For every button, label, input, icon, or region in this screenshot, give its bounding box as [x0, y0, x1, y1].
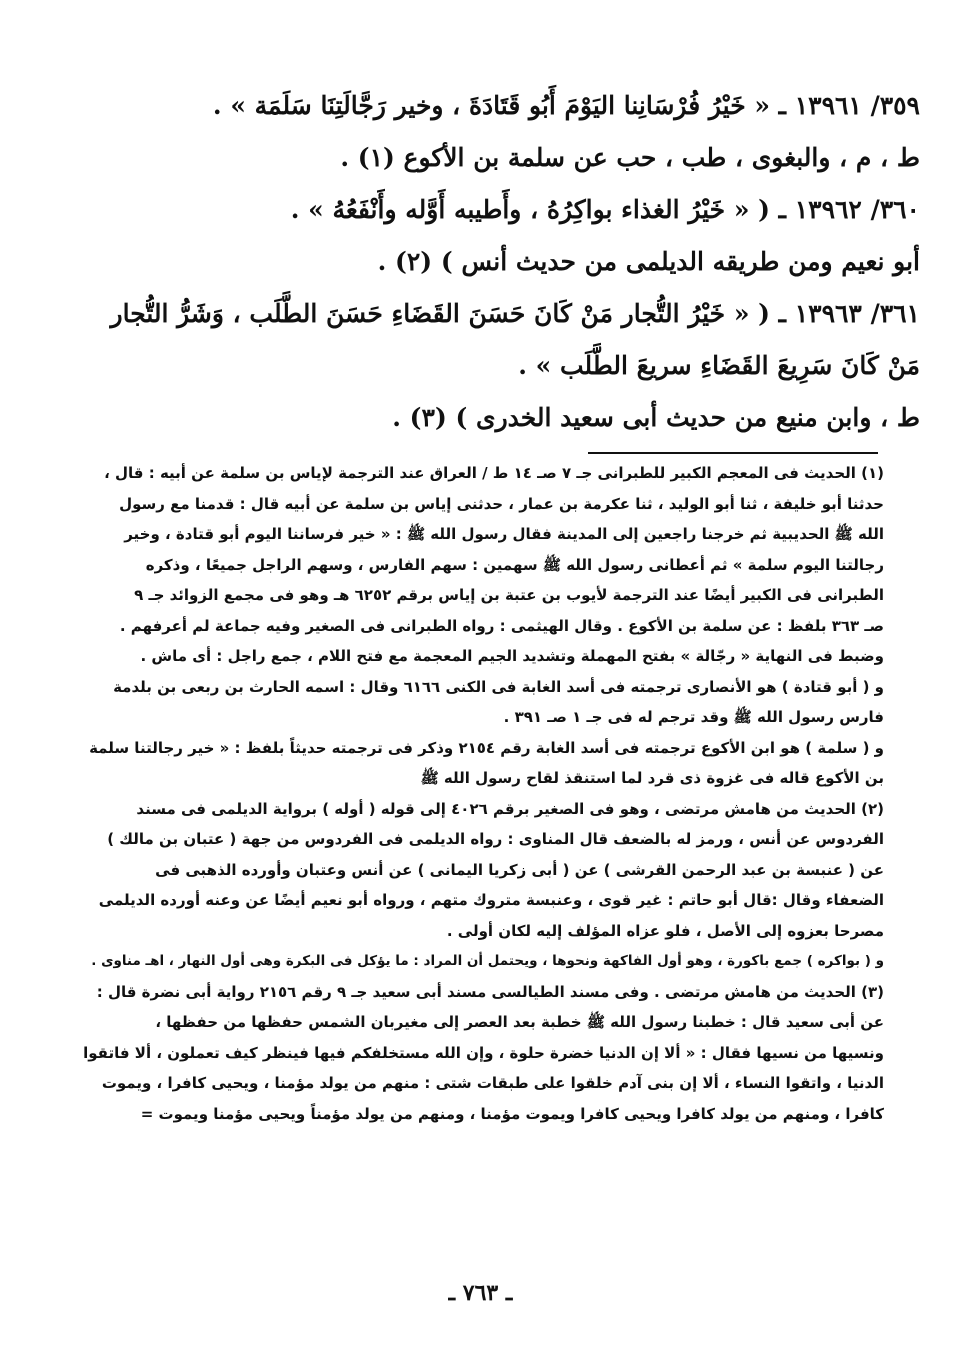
footnote-line: الفردوس عن أنس ، ورمز له بالضعف قال المناوى : رواه الديلمى فى الفردوس من جهة ( عتبان بن مالك ) [107, 830, 884, 848]
footnote-line: (٢) الحديث من هامش مرتضى ، وهو فى الصغير برقم ٤٠٢٦ إلى قوله ( أوله ) برواية الديلمى فى مسند [136, 799, 884, 818]
footnote-line: عن ( عنبسة بن عبد الرحمن القرشى ) عن ( أبى زكريا اليمانى ) عن أنس وعتبان وأورده الذهبى فى [155, 860, 884, 879]
hadith-361-source: ط ، وابن منيع من حديث أبى سعيد الخدرى ) (٣) . [392, 403, 920, 432]
footnote-line: فارس رسول الله ﷺ وقد ترجم له فى جـ ١ صـ ٣٩١ . [503, 708, 884, 726]
footnote-line: الله ﷺ الحديبية ثم خرجنا راجعين إلى المدينة فقال رسول الله ﷺ : « خير فرساننا اليوم أبو قتادة ، وخير [124, 525, 884, 543]
footnote-line: (٣) الحديث من هامش مرتضى . وفى مسند الطيالسى مسند أبى سعيد جـ ٩ رقم ٢١٥٦ رواية أبى نضرة قال : [96, 982, 884, 1001]
footnotes [76, 458, 884, 1129]
footnote-line: و ( بواكره ) جمع باكورة ، وهو أول الفاكهة ونحوها ، ويحتمل أن المراد : ما يؤكل فى البكرة وهى أول النهار ، اهـ مناوى . [91, 953, 884, 969]
footnote-line: وضبط فى النهاية « رجّالة » بفتح المهملة وتشديد الجيم المعجمة مع فتح اللام ، جمع راجل : أى ماش . [140, 647, 884, 665]
footnote-line: صـ ٣٦٣ بلفظ : عن سلمة بن الأكوع . وقال الهيثمى : رواه الطبرانى فى الصغير وفيه جماعة لم أعرفهم . [119, 616, 884, 635]
footnote-line: عن أبى سعيد قال : خطبنا رسول الله ﷺ خطبة بعد العصر إلى مغيربان الشمس حفظها من حفظها ، [155, 1013, 884, 1031]
hadith-361-line-1: ٣٦١/ ١٣٩٦٣ ـ ( « خَيْرُ التُّجار مَنْ كَانَ حَسَنَ القَضَاءِ حَسَنَ الطَّلَب ، وَشَرُّ التُّجار [110, 299, 920, 328]
hadith-359-source: ط ، م ، والبغوى ، طب ، حب عن سلمة بن الأكوع (١) . [340, 143, 920, 172]
footnote-line: بن الأكوع قاله فى غزوة ذى قرد لما استنقذ لقاح رسول الله ﷺ [420, 769, 884, 787]
footnote-divider [588, 452, 878, 454]
hadith-360-line: ٣٦٠/ ١٣٩٦٢ ـ ( « خَيْرُ الغذاء بواكِرُهُ ، وأَطيبه أَوَّله وأَنْفَعُهُ » . [290, 195, 920, 224]
main-text [80, 80, 920, 444]
footnote-line: مصرحا بعزوه إلى الأصل ، فلو عزاه المؤلف إليه لكان أولى . [446, 921, 884, 940]
footnote-line: و ( سلمة ) هو ابن الأكوع ترجمته فى أسد الغابة رقم ٢١٥٤ وذكر فى ترجمته حديثاً بلفظ : « خير رجالتنا سلمة [89, 738, 884, 757]
page-number: ـ ٧٦٣ ـ [448, 1280, 513, 1306]
footnote-line: رجالتنا اليوم سلمة » ثم أعطانى رسول الله ﷺ سهمين : سهم الفارس ، وسهم الراجل جميعًا ، وذكره [145, 555, 884, 574]
footnote-line: كافرا ، ومنهم من يولد كافرا ويحيى كافرا ويموت مؤمنا ، ومنهم من يولد مؤمناً ويحيى مؤمنا ويموت = [140, 1104, 884, 1123]
footnote-line: الدنيا ، واتقوا النساء ، ألا إن بنى آدم خلقوا على طبقات شتى : منهم من يولد مؤمنا ، ويحيى كافرا ، ويموت [101, 1074, 884, 1092]
hadith-360-source: أبو نعيم ومن طريقه الديلمى من حديث أنس ) (٢) . [377, 247, 920, 276]
footnote-line: ونسيها من نسيها فقال : « ألا إن الدنيا خضرة حلوة ، وإن الله مستخلفكم فيها فينظر كيف تعملون ، ألا فاتقوا [83, 1043, 884, 1062]
footnote-line: حدثنا أبو خليفة ، ثنا أبو الوليد ، ثنا عكرمة بن عمار ، حدثنى إياس بن سلمة عن أبيه قال : قدمنا مع رسول [119, 494, 884, 513]
hadith-359-line: ٣٥٩/ ١٣٩٦١ ـ « خَيْرُ فُرْسَانِنا اليَوْمَ أَبُو قَتَادَةَ ، وخير رَجَّالَتِنَا سَلَمَة » . [212, 91, 920, 120]
footnote-line: الضعفاء وقال :قال أبو حاتم : غير قوى ، وعنبسة متروك متهم ، ورواه أبو نعيم أيضًا عن وعنه أورده الديلمى [98, 891, 884, 909]
hadith-361-line-2: مَنْ كَانَ سَرِيعَ القَضَاءِ سريعَ الطَّلَب » . [518, 351, 920, 380]
footnote-line: (١) الحديث فى المعجم الكبير للطبرانى جـ ٧ صـ ١٤ ط / العراق عند الترجمة لإياس بن سلمة عن أبيه : قال ، [104, 464, 884, 482]
footnote-line: و ( أبو قتادة ) هو الأنصارى ترجمته فى أسد الغابة فى الكنى ٦١٦٦ وقال : اسمه الحارث بن ربعى بن بلدمة [113, 677, 884, 696]
footnote-line: الطبرانى فى الكبير أيضًا عند الترجمة لأيوب بن عتبة بن إياس برقم ٦٢٥٢ هـ وهو فى مجمع الزوائد جـ ٩ [134, 586, 884, 604]
